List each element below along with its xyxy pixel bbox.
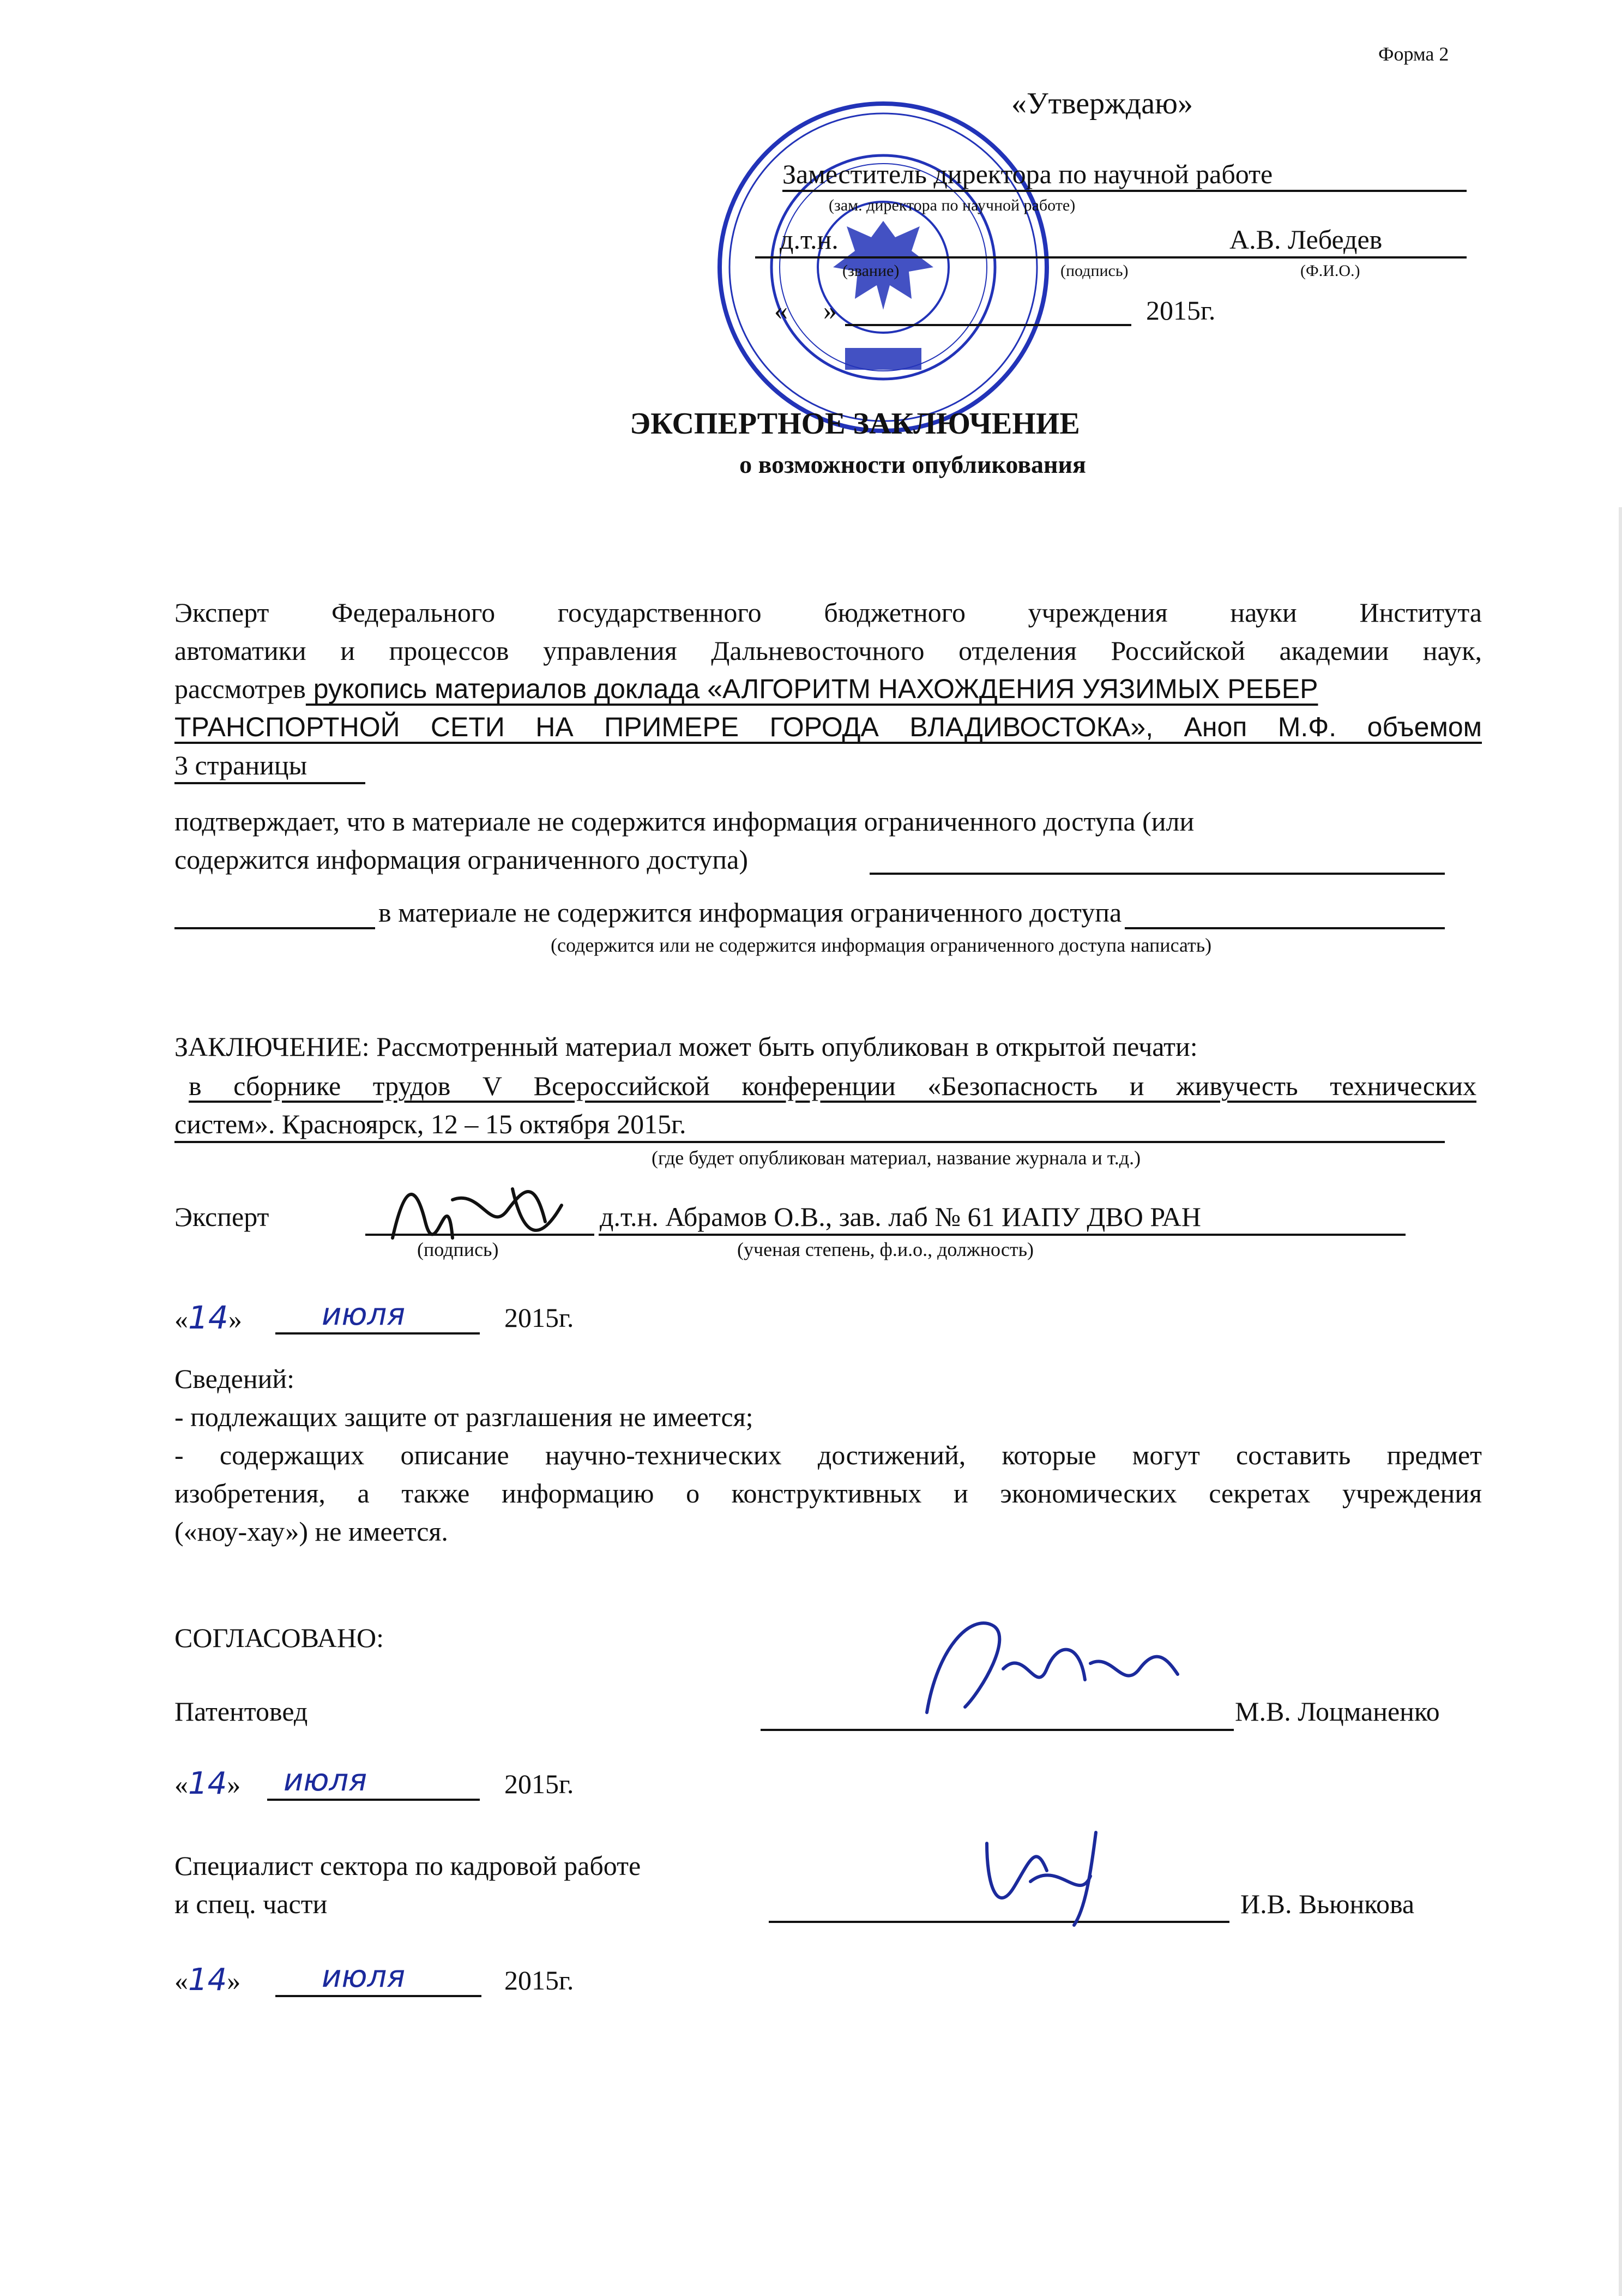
confirm-line-2-fill [870,873,1445,875]
info-item-2-line-1: - содержащих описание научно-технических достижений, которые могут составить предмет [174,1440,1482,1470]
intro-line-4: ТРАНСПОРТНОЙ СЕТИ НА ПРИМЕРЕ ГОРОДА ВЛАДИВОСТОКА», Аноп М.Ф. объемом [174,712,1482,742]
approval-caption-fio: (Ф.И.О.) [1300,262,1360,280]
patent-date-month: июля [284,1763,367,1798]
patent-date-month-line [267,1799,480,1801]
hr-name: И.В. Вьюнкова [1240,1889,1415,1919]
hr-date-year: 2015г. [504,1965,574,1996]
hr-date-open: « [174,1966,188,1996]
approval-position: Заместитель директора по научной работе [782,159,1273,189]
hr-date-month: июля [322,1959,406,1994]
patent-label: Патентовед [174,1696,308,1727]
hr-date-month-line [275,1995,481,1997]
confirm-line-2: содержится информация ограниченного доступа) [174,844,749,875]
conclusion-caption: (где будет опубликован материал, название журнала и т.д.) [652,1147,1141,1169]
expert-date [174,1301,242,1336]
page-edge-shadow [1619,507,1622,2296]
intro-line-2: автоматики и процессов управления Дальневосточного отделения Российской академии наук, [174,635,1482,666]
conclusion-text: Рассмотренный материал может быть опубликован в открытой печати: [376,1031,1198,1062]
expert-label: Эксперт [174,1201,269,1232]
approval-caption-signature: (подпись) [1060,262,1129,280]
intro-line-3 [174,672,1482,706]
conclusion-line-3: систем». Красноярск, 12 – 15 октября 2015г. [174,1109,686,1139]
patent-name: М.В. Лоцманенко [1235,1696,1440,1727]
intro-line-5-underline [174,782,365,784]
expert-caption-details: (ученая степень, ф.и.о., должность) [737,1239,1034,1260]
info-item-1: - подлежащих защите от разглашения не имеется; [174,1402,753,1432]
patent-date-close: » [227,1769,241,1800]
conclusion-line-2: в сборнике трудов V Всероссийской конференции «Безопасность и живучесть технических [189,1071,1476,1101]
hr-label-line-2: и спец. части [174,1889,328,1919]
document-title: ЭКСПЕРТНОЕ ЗАКЛЮЧЕНИЕ [630,407,1080,441]
patent-signature-image [905,1603,1189,1734]
approval-date-line [845,324,1131,326]
approval-year: 2015г. [1146,295,1216,326]
info-item-2-line-3: («ноу-хау») не имеется. [174,1516,448,1547]
expert-date-month-line [275,1332,480,1335]
confirm-line-1: подтверждает, что в материале не содержится информация ограниченного доступа (или [174,806,1195,837]
document-subtitle: о возможности опубликования [739,450,1086,478]
expert-date-month: июля [322,1297,406,1332]
hr-signature-image [965,1822,1129,1931]
patent-date-year: 2015г. [504,1769,574,1799]
intro-line-1: Эксперт Федерального государственного бюджетного учреждения науки Института [174,597,1482,628]
patent-date [174,1767,240,1801]
patent-date-day: 14 [188,1766,227,1801]
approval-sign-line [755,256,1467,259]
agreed-heading: СОГЛАСОВАНО: [174,1622,384,1653]
intro-line-5: 3 страницы [174,750,307,780]
expert-caption-signature: (подпись) [417,1239,499,1260]
approval-date-close: » [823,295,837,326]
approval-position-caption: (зам. директора по научной работе) [829,196,1076,214]
expert-date-day: 14 [188,1299,228,1336]
hr-label-line-1: Специалист сектора по кадровой работе [174,1850,641,1881]
expert-details: д.т.н. Абрамов О.В., зав. лаб № 61 ИАПУ ДВО РАН [600,1201,1201,1232]
expert-details-line [599,1234,1406,1236]
approval-caption-rank: (звание) [842,262,900,280]
approval-position-line [782,190,1467,192]
approval-degree: д.т.н. [780,224,839,255]
confirm-fill-text: в материале не содержится информация ограниченного доступа [375,895,1125,929]
hr-date [174,1963,240,1998]
approval-date-open: « [774,295,788,326]
patent-date-open: « [174,1769,188,1800]
conclusion-line-3-underline [174,1141,1445,1143]
hr-date-close: » [227,1966,241,1996]
expert-date-year: 2015г. [504,1302,574,1333]
intro-line-3-start: рассмотрев [174,674,306,704]
approval-heading: «Утверждаю» [1011,87,1193,121]
form-label: Форма 2 [1378,43,1449,65]
confirm-caption: (содержится или не содержится информация ограниченного доступа написать) [551,934,1212,956]
expert-date-close: » [228,1304,242,1335]
conclusion-label: ЗАКЛЮЧЕНИЕ: [174,1031,370,1062]
info-heading: Сведений: [174,1363,294,1394]
info-item-2-line-2: изобретения, а также информацию о конструктивных и экономических секретах учреждения [174,1478,1482,1508]
expert-date-open: « [174,1304,188,1335]
approval-name: А.В. Лебедев [1229,224,1383,255]
intro-manuscript-title: рукопись материалов доклада «АЛГОРИТМ НАХОЖДЕНИЯ УЯЗИМЫХ РЕБЕР [305,674,1318,704]
conclusion-line-1 [174,1030,1198,1063]
hr-date-day: 14 [188,1962,227,1998]
